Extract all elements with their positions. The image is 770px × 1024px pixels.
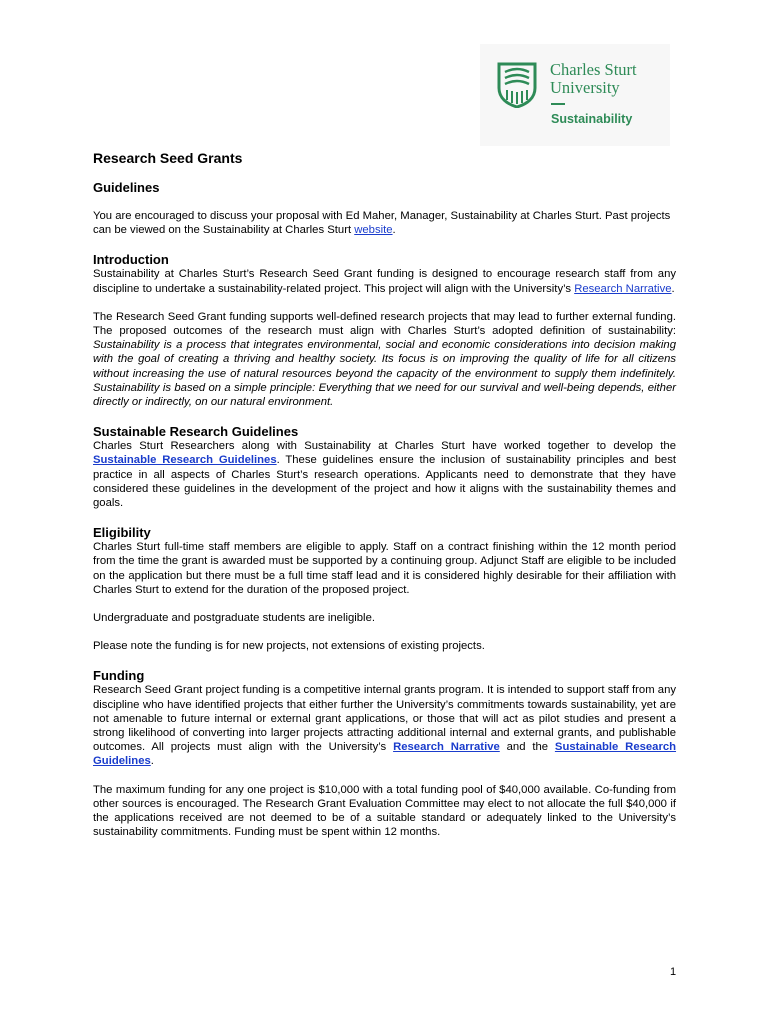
- introduction-paragraph-2: The Research Seed Grant funding supports well-defined research projects that may lead to further external funding. The proposed outcomes of the research must align with Charles Sturt’s adopted definition of sustainability: Sustainability is a process that integrates environmental, social and economic considerations into decision making with the goal of creating a thriving and healthy society. Its focus is on improving the quality of life for all citizens without increasing the use of natural resources beyond the capacity of the environment to supply them indefinitely. Sustainability is based on a simple principle: Everything that we need for our survival and well-being depends, either directly or indirectly, on our natural environment.: [93, 310, 676, 409]
- eligibility-paragraph-1: Charles Sturt full-time staff members are eligible to apply. Staff on a contract finishing within the 12 month period from the time the grant is awarded must be supported by a continuing group. Adjunct Staff are eligible to be included on the application but there must be a full time staff lead and it is considered highly desirable for their affiliation with Charles Sturt to extend for the duration of the proposed project.: [93, 541, 676, 596]
- introduction-paragraph-1: Sustainability at Charles Sturt’s Research Seed Grant funding is designed to encourage research staff from any discipline to undertake a sustainability-related project. This project will align with the University’s Research Narrative.: [93, 268, 676, 295]
- document-body: [93, 150, 676, 840]
- guidelines-paragraph: You are encouraged to discuss your proposal with Ed Maher, Manager, Sustainability at Charles Sturt. Past projects can be viewed on the Sustainability at Charles Sturt website.: [93, 210, 671, 237]
- sustainable-research-guidelines-paragraph: Charles Sturt Researchers along with Sustainability at Charles Sturt have worked together to develop the Sustainable Research Guidelines. These guidelines ensure the inclusion of sustainability principles and best practice in all aspects of Charles Sturt’s research operations. Applicants need to demonstrate that they have considered these guidelines in the development of the project and how it aligns with the sustainability themes and goals.: [93, 440, 676, 510]
- eligibility-paragraph-2: Undergraduate and postgraduate students are ineligible.: [93, 612, 375, 625]
- sustainable-research-guidelines-heading: Sustainable Research Guidelines: [93, 424, 299, 440]
- logo-subtitle: Sustainability: [551, 112, 633, 126]
- csu-emblem-icon: [497, 62, 537, 108]
- research-narrative-bold-link[interactable]: Research Narrative: [393, 741, 500, 754]
- guidelines-text: You are encouraged to discuss your proposal with Ed Maher, Manager, Sustainability at Charles Sturt. Past projects can be viewed on the Sustainability at Charles Sturt: [93, 210, 671, 237]
- logo-line-1: Charles Sturt: [550, 60, 637, 79]
- research-narrative-link[interactable]: Research Narrative: [574, 282, 672, 295]
- funding-heading: Funding: [93, 668, 145, 684]
- introduction-heading: Introduction: [93, 252, 169, 268]
- sustainability-definition: Sustainability is a process that integrates environmental, social and economic considerations into decision making with the goal of creating a thriving and healthy society. Its focus is on improving the quality of life for all citizens without increasing the use of natural resources beyond the capacity of the environment to supply them indefinitely. Sustainability is based on a simple principle: Everything that we need for our survival and well-being depends, either directly or indirectly, on our natural environment.: [93, 339, 676, 409]
- eligibility-paragraph-3: Please note the funding is for new projects, not extensions of existing projects.: [93, 640, 485, 653]
- logo-divider: [551, 103, 565, 105]
- website-link[interactable]: website: [354, 224, 393, 237]
- sustainable-research-guidelines-link[interactable]: Sustainable Research Guidelines: [93, 454, 277, 467]
- funding-paragraph-1: Research Seed Grant project funding is a competitive internal grants program. It is intended to support staff from any discipline who have identified projects that either further the University’s commitments towards sustainability, yet are not amenable to future internal or external grant applications, or those that will act as pilot studies and present a strong likelihood of converting into larger projects attracting additional internal and external grants, and publishable outcomes. All projects must align with the University’s Research Narrative and the Sustainable Research Guidelines.: [93, 684, 677, 768]
- page-number: 1: [670, 966, 677, 978]
- document-title: Research Seed Grants: [93, 150, 243, 166]
- funding-paragraph-2: The maximum funding for any one project is $10,000 with a total funding pool of $40,000 available. Co-funding from other sources is encouraged. The Research Grant Evaluation Committee may elect to not allocate the full $40,000 if the applications received are not deemed to be of a suitable standard or adequately linked to the University’s sustainability commitments. Funding must be spent within 12 months.: [93, 783, 676, 839]
- csu-sustainability-logo: [480, 44, 670, 146]
- eligibility-heading: Eligibility: [93, 525, 151, 541]
- guidelines-heading: Guidelines: [93, 180, 160, 195]
- logo-line-2: University: [550, 78, 620, 97]
- sustainable-research-guidelines-bold-link[interactable]: Sustainable Research Guidelines: [93, 741, 677, 768]
